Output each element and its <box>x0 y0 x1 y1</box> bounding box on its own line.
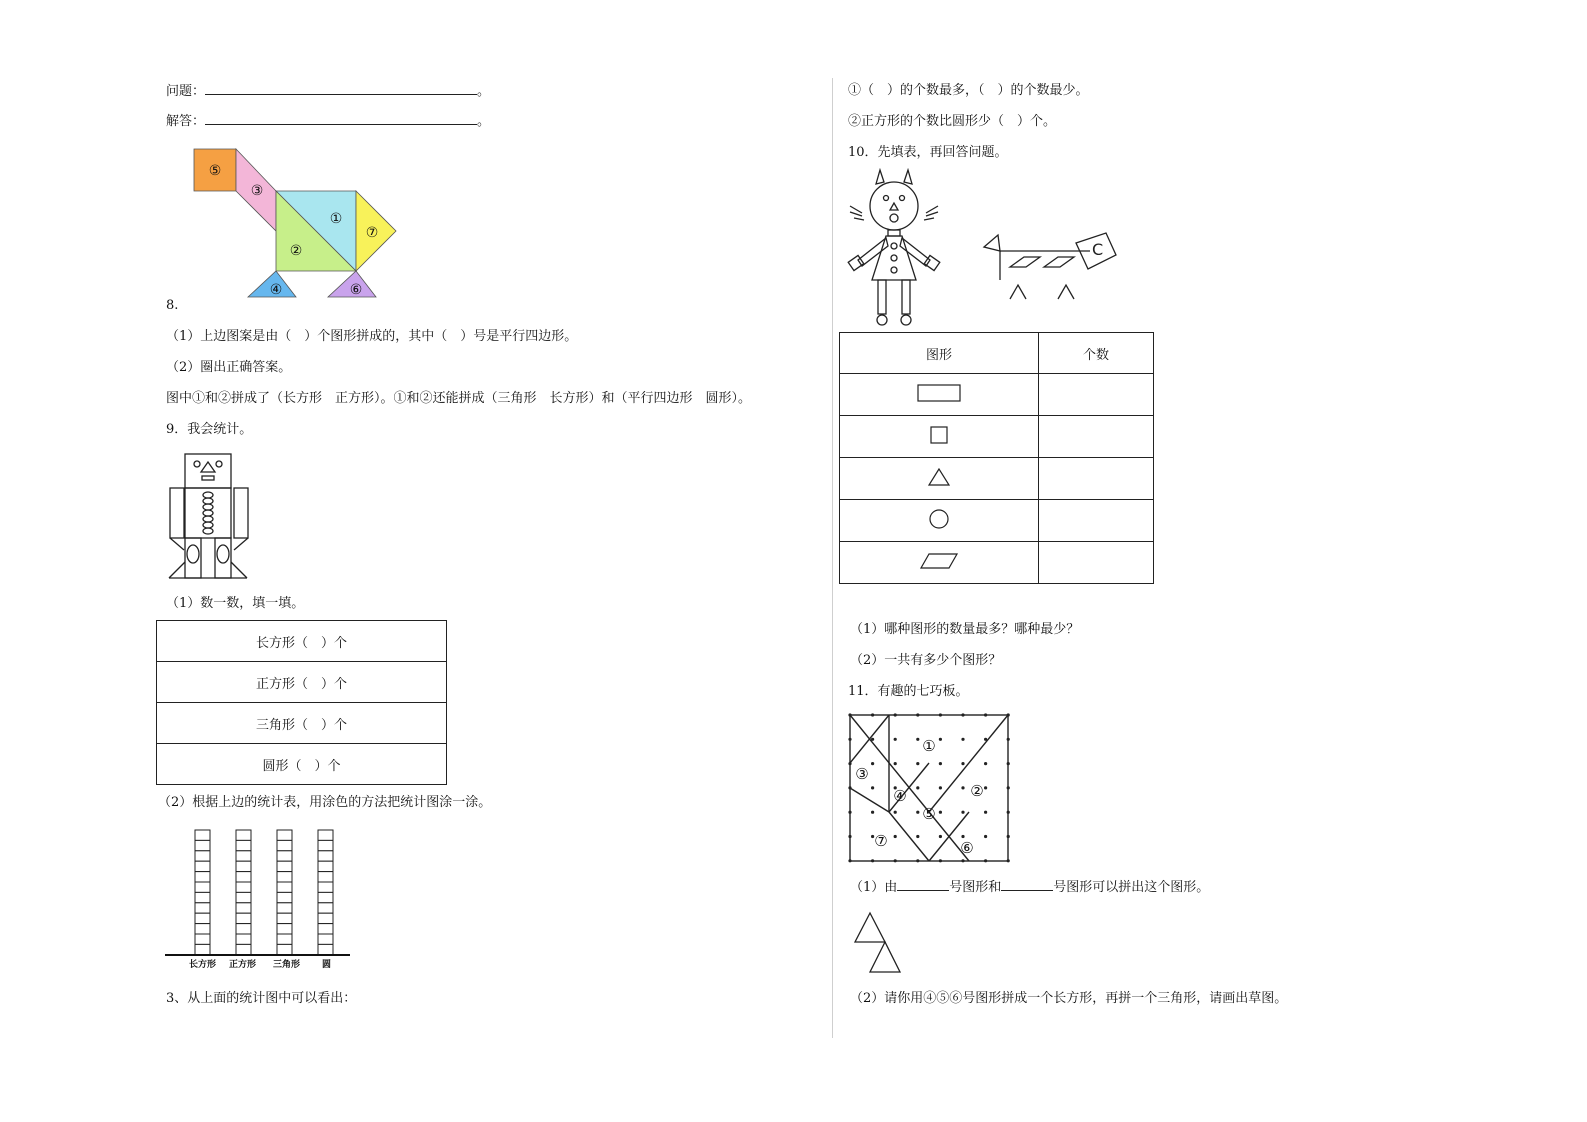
chart-cell[interactable] <box>277 913 292 923</box>
grid-dot <box>894 762 897 765</box>
chart-cell[interactable] <box>318 830 333 840</box>
chart-cell[interactable] <box>195 903 210 913</box>
circle-shape-icon <box>928 508 950 530</box>
chart-cell[interactable] <box>318 861 333 871</box>
chart-cell[interactable] <box>318 924 333 934</box>
count-cell[interactable] <box>1039 374 1154 416</box>
piece-7-label: ⑦ <box>365 225 379 241</box>
q11-blank-1[interactable] <box>897 878 949 891</box>
q8-number: 8. <box>166 298 179 313</box>
chart-cell[interactable] <box>277 903 292 913</box>
chart-cell[interactable] <box>277 840 292 850</box>
chart-cell[interactable] <box>195 934 210 944</box>
grid-dot <box>894 811 897 814</box>
piece-4-label: ④ <box>269 282 283 298</box>
triangle-shape-icon <box>927 467 951 487</box>
chart-cell[interactable] <box>236 934 251 944</box>
chart-cell[interactable] <box>236 882 251 892</box>
q8-sub2-text: 图中①和②拼成了（长方形 正方形）。①和②还能拼成（三角形 长方形）和（平行四边形 圆形）。 <box>166 391 752 406</box>
q9-cont-line2: ②正方形的个数比圆形少（ ）个。 <box>848 114 1057 129</box>
parallelogram-shape-icon <box>919 551 959 571</box>
chart-cell[interactable] <box>195 944 210 954</box>
chart-cell[interactable] <box>318 882 333 892</box>
robot-figure <box>165 450 251 582</box>
chart-column-circle <box>318 830 333 955</box>
column-divider <box>832 78 833 1038</box>
chart-cell[interactable] <box>236 830 251 840</box>
chart-label-rect: 长方形 <box>189 960 217 970</box>
grid-dot <box>871 786 874 789</box>
count-cell[interactable] <box>1039 458 1154 500</box>
grid-dot <box>961 835 964 838</box>
chart-cell[interactable] <box>277 892 292 902</box>
grid-dot <box>984 786 987 789</box>
chart-cell[interactable] <box>195 840 210 850</box>
table-cell-triangle[interactable]: 三角形（ ）个 <box>157 703 447 744</box>
count-cell[interactable] <box>1039 542 1154 584</box>
chart-cell[interactable] <box>195 924 210 934</box>
question-label: 问题： <box>166 84 206 99</box>
table-cell-rect[interactable]: 长方形（ ）个 <box>157 621 447 662</box>
grid-dot <box>894 738 897 741</box>
chart-cell[interactable] <box>318 851 333 861</box>
chart-cell[interactable] <box>195 892 210 902</box>
grid-dot <box>939 762 942 765</box>
chart-cell[interactable] <box>318 934 333 944</box>
grid-piece-label: ② <box>970 782 984 800</box>
grid-piece-label: ① <box>922 737 936 755</box>
grid-dot <box>871 811 874 814</box>
shape-cell <box>840 542 1039 584</box>
grid-dot <box>916 738 919 741</box>
chart-cell[interactable] <box>318 892 333 902</box>
grid-dot <box>894 835 897 838</box>
q11-sub1 <box>850 878 1209 897</box>
svg-text:C: C <box>1092 240 1104 259</box>
grid-piece-label: ⑤ <box>922 805 936 823</box>
q9-sub3: 3、从上面的统计图中可以看出： <box>166 991 357 1006</box>
question-line <box>166 82 490 101</box>
q9-count-table <box>156 620 447 785</box>
end-mark: 。 <box>477 84 491 99</box>
chart-cell[interactable] <box>236 913 251 923</box>
grid-piece-label: ③ <box>855 765 869 783</box>
count-cell[interactable] <box>1039 500 1154 542</box>
chart-cell[interactable] <box>277 924 292 934</box>
table-header-shape: 图形 <box>840 333 1039 374</box>
chart-cell[interactable] <box>318 944 333 954</box>
square-shape-icon <box>929 425 949 445</box>
chart-cell[interactable] <box>318 903 333 913</box>
grid-dot <box>984 811 987 814</box>
chart-cell[interactable] <box>195 872 210 882</box>
q10-title: 10．先填表，再回答问题。 <box>848 145 1008 160</box>
chart-cell[interactable] <box>195 861 210 871</box>
grid-dot <box>939 738 942 741</box>
answer-line <box>166 112 490 131</box>
answer-label: 解答： <box>166 114 206 129</box>
grid-dot <box>961 762 964 765</box>
chart-cell[interactable] <box>236 861 251 871</box>
piece-6-label: ⑥ <box>349 282 363 298</box>
q11-sub1-part-b: 号图形和 <box>949 880 1002 895</box>
q9-sub1: （1）数一数，填一填。 <box>166 596 305 611</box>
q10-sub2: （2）一共有多少个图形？ <box>850 653 1002 668</box>
chart-label-square: 正方形 <box>229 960 257 970</box>
q9-cont-line1: ①（ ）的个数最多，（ ）的个数最少。 <box>848 83 1089 98</box>
q8-sub2: （2）圈出正确答案。 <box>166 360 292 375</box>
grid-piece-label: ④ <box>893 787 907 805</box>
q11-sub1-part-a: （1）由 <box>850 880 898 895</box>
empty-bar-chart <box>165 826 355 971</box>
girl-figure <box>846 168 946 330</box>
q9-title: 9．我会统计。 <box>166 422 253 437</box>
chart-column-rect <box>195 830 210 955</box>
chart-cell[interactable] <box>277 851 292 861</box>
chart-column-square <box>236 830 251 955</box>
chart-cell[interactable] <box>236 903 251 913</box>
grid-dot <box>871 762 874 765</box>
piece-1-label: ① <box>329 211 343 227</box>
chart-cell[interactable] <box>277 944 292 954</box>
rectangle-shape-icon <box>916 383 962 403</box>
shape-cell <box>840 374 1039 416</box>
chart-cell[interactable] <box>236 851 251 861</box>
chart-cell[interactable] <box>236 944 251 954</box>
chart-cell[interactable] <box>318 913 333 923</box>
grid-dot <box>984 835 987 838</box>
grid-dot <box>916 835 919 838</box>
q10-sub1: （1）哪种图形的数量最多？哪种最少？ <box>850 622 1080 637</box>
grid-dot <box>916 786 919 789</box>
piece-2-label: ② <box>289 243 303 259</box>
tangram-bird-figure <box>190 145 405 305</box>
grid-dot <box>939 811 942 814</box>
table-header-count: 个数 <box>1039 333 1154 374</box>
chart-cell[interactable] <box>277 861 292 871</box>
chart-cell[interactable] <box>236 924 251 934</box>
chart-cell[interactable] <box>195 851 210 861</box>
shape-cell <box>840 458 1039 500</box>
shape-cell <box>840 416 1039 458</box>
grid-dot <box>984 762 987 765</box>
chart-cell[interactable] <box>277 872 292 882</box>
q10-shape-table <box>839 332 1154 584</box>
q11-blank-2[interactable] <box>1001 878 1053 891</box>
animal-figure <box>980 225 1120 305</box>
chart-cell[interactable] <box>318 840 333 850</box>
grid-dot <box>961 786 964 789</box>
grid-dot <box>939 835 942 838</box>
two-triangles-figure <box>852 910 904 976</box>
count-cell[interactable] <box>1039 416 1154 458</box>
answer-blank[interactable] <box>205 112 477 125</box>
q11-sub2: （2）请你用④⑤⑥号图形拼成一个长方形，再拼一个三角形，请画出草图。 <box>850 991 1288 1006</box>
grid-piece-label: ⑦ <box>874 832 888 850</box>
chart-cell[interactable] <box>318 872 333 882</box>
grid-piece-label: ⑥ <box>960 839 974 857</box>
chart-cell[interactable] <box>277 934 292 944</box>
chart-cell[interactable] <box>236 840 251 850</box>
q11-title: 11．有趣的七巧板。 <box>848 684 969 699</box>
chart-cell[interactable] <box>236 872 251 882</box>
chart-cell[interactable] <box>236 892 251 902</box>
tangram-dot-grid <box>848 713 1011 863</box>
grid-dot <box>939 786 942 789</box>
chart-label-circle: 圆 <box>322 960 332 970</box>
q11-sub1-part-c: 号图形可以拼出这个图形。 <box>1053 880 1210 895</box>
chart-cell[interactable] <box>277 882 292 892</box>
grid-dot <box>961 738 964 741</box>
chart-cell[interactable] <box>195 830 210 840</box>
table-cell-square[interactable]: 正方形（ ）个 <box>157 662 447 703</box>
question-blank[interactable] <box>205 82 477 95</box>
chart-cell[interactable] <box>195 882 210 892</box>
end-mark: 。 <box>477 114 491 129</box>
piece-5-label: ⑤ <box>208 163 222 179</box>
chart-cell[interactable] <box>277 830 292 840</box>
chart-cell[interactable] <box>195 913 210 923</box>
table-cell-circle[interactable]: 圆形（ ）个 <box>157 744 447 785</box>
q9-sub2: （2）根据上边的统计表，用涂色的方法把统计图涂一涂。 <box>158 795 492 810</box>
piece-3-label: ③ <box>250 183 264 199</box>
chart-column-triangle <box>277 830 292 955</box>
q8-sub1: （1）上边图案是由（ ）个图形拼成的，其中（ ）号是平行四边形。 <box>166 329 578 344</box>
chart-label-triangle: 三角形 <box>273 960 301 970</box>
grid-dot <box>961 811 964 814</box>
grid-dot <box>916 811 919 814</box>
shape-cell <box>840 500 1039 542</box>
grid-dot <box>916 762 919 765</box>
